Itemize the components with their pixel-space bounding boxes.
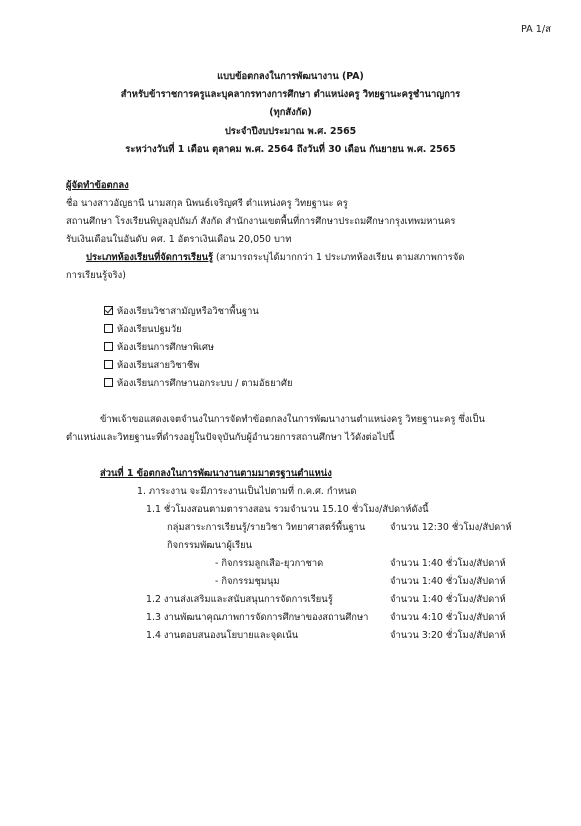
- intro-paragraph-line1: ข้าพเจ้าขอแสดงเจตจำนงในการจัดทำข้อตกลงในการพัฒนางานตำแหน่งครู วิทยฐานะครู ซึ่งเป็น: [100, 414, 485, 425]
- agreement-maker-heading: ผู้จัดทำข้อตกลง: [66, 180, 129, 191]
- agreement-period: ระหว่างวันที่ 1 เดือน ตุลาคม พ.ศ. 2564 ถึงวันที่ 30 เดือน กันยายน พ.ศ. 2565: [125, 144, 456, 155]
- task-hours: จำนวน 4:10 ชั่วโมง/สัปดาห์: [390, 612, 506, 623]
- classroom-option[interactable]: [104, 378, 292, 390]
- checkbox-checked-icon[interactable]: [104, 306, 113, 315]
- classroom-option-label: ห้องเรียนปฐมวัย: [117, 324, 182, 335]
- fiscal-year: ประจำปีงบประมาณ พ.ศ. 2565: [224, 126, 357, 137]
- classroom-option-label: ห้องเรียนสายวิชาชีพ: [117, 360, 200, 371]
- task-hours: จำนวน 1:40 ชั่วโมง/สัปดาห์: [390, 594, 506, 605]
- classroom-type-line: [86, 252, 464, 264]
- subject-hours: จำนวน 12:30 ชั่วโมง/สัปดาห์: [390, 522, 512, 533]
- checkbox-icon[interactable]: [104, 360, 113, 369]
- classroom-option[interactable]: [104, 324, 182, 336]
- classroom-option[interactable]: [104, 306, 259, 318]
- classroom-option-label: ห้องเรียนวิชาสามัญหรือวิชาพื้นฐาน: [117, 306, 259, 317]
- teaching-hours-item: 1.1 ชั่วโมงสอนตามตารางสอน รวมจำนวน 15.10 ชั่วโมง/สัปดาห์ดังนี้: [146, 504, 429, 515]
- classroom-option[interactable]: [104, 360, 199, 372]
- activity-hours: จำนวน 1:40 ชั่วโมง/สัปดาห์: [390, 576, 506, 587]
- task-hours: จำนวน 3:20 ชั่วโมง/สัปดาห์: [390, 630, 506, 641]
- page-number: PA 1/ส: [521, 24, 551, 35]
- subject-group: กลุ่มสาระการเรียนรู้/รายวิชา วิทยาศาสตร์พื้นฐาน: [167, 522, 366, 533]
- checkbox-icon[interactable]: [104, 342, 113, 351]
- classroom-type-note: (สามารถระบุได้มากกว่า 1 ประเภทห้องเรียน ตามสภาพการจัด: [216, 252, 465, 263]
- activity-label: - กิจกรรมลูกเสือ-ยุวกาชาด: [215, 558, 324, 569]
- activity-label: - กิจกรรมชุมนุม: [215, 576, 280, 587]
- task-label: 1.3 งานพัฒนาคุณภาพการจัดการศึกษาของสถานศึกษา: [146, 612, 369, 623]
- classroom-type-note-cont: การเรียนรู้จริง): [66, 270, 126, 281]
- document-affiliation: (ทุกสังกัด): [269, 107, 312, 118]
- classroom-option-label: ห้องเรียนการศึกษาพิเศษ: [117, 342, 215, 353]
- part1-heading: ส่วนที่ 1 ข้อตกลงในการพัฒนางานตามมาตรฐานตำแหน่ง: [100, 468, 332, 479]
- activity-hours: จำนวน 1:40 ชั่วโมง/สัปดาห์: [390, 558, 506, 569]
- school-line: สถานศึกษา โรงเรียนพิบูลอุปถัมภ์ สังกัด สำนักงานเขตพื้นที่การศึกษาประถมศึกษากรุงเทพมหานคร: [66, 216, 456, 227]
- checkbox-icon[interactable]: [104, 324, 113, 333]
- teacher-name-line: ชื่อ นางสาวอัญธานี นามสกุล นิพนธ์เจริญศรี ตำแหน่งครู วิทยฐานะ ครู: [66, 198, 348, 209]
- checkbox-icon[interactable]: [104, 378, 113, 387]
- task-label: 1.2 งานส่งเสริมและสนับสนุนการจัดการเรียนรู้: [146, 594, 333, 605]
- intro-paragraph-line2: ตำแหน่งและวิทยฐานะที่ดำรงอยู่ในปัจจุบันกับผู้อำนวยการสถานศึกษา ไว้ดังต่อไปนี้: [66, 432, 395, 443]
- classroom-option[interactable]: [104, 342, 214, 354]
- classroom-option-label: ห้องเรียนการศึกษานอกระบบ / ตามอัธยาศัย: [117, 378, 293, 389]
- document-subtitle: สำหรับข้าราชการครูและบุคลากรทางการศึกษา ตำแหน่งครู วิทยฐานะครูชำนาญการ: [120, 89, 461, 100]
- document-title: แบบข้อตกลงในการพัฒนางาน (PA): [217, 71, 364, 82]
- workload-item: 1. ภาระงาน จะมีภาระงานเป็นไปตามที่ ก.ค.ศ. กำหนด: [137, 486, 357, 497]
- activity-heading: กิจกรรมพัฒนาผู้เรียน: [167, 540, 253, 551]
- salary-line: รับเงินเดือนในอันดับ คศ. 1 อัตราเงินเดือน 20,050 บาท: [66, 234, 292, 245]
- classroom-type-heading: ประเภทห้องเรียนที่จัดการเรียนรู้: [86, 252, 214, 263]
- task-label: 1.4 งานตอบสนองนโยบายและจุดเน้น: [146, 630, 299, 641]
